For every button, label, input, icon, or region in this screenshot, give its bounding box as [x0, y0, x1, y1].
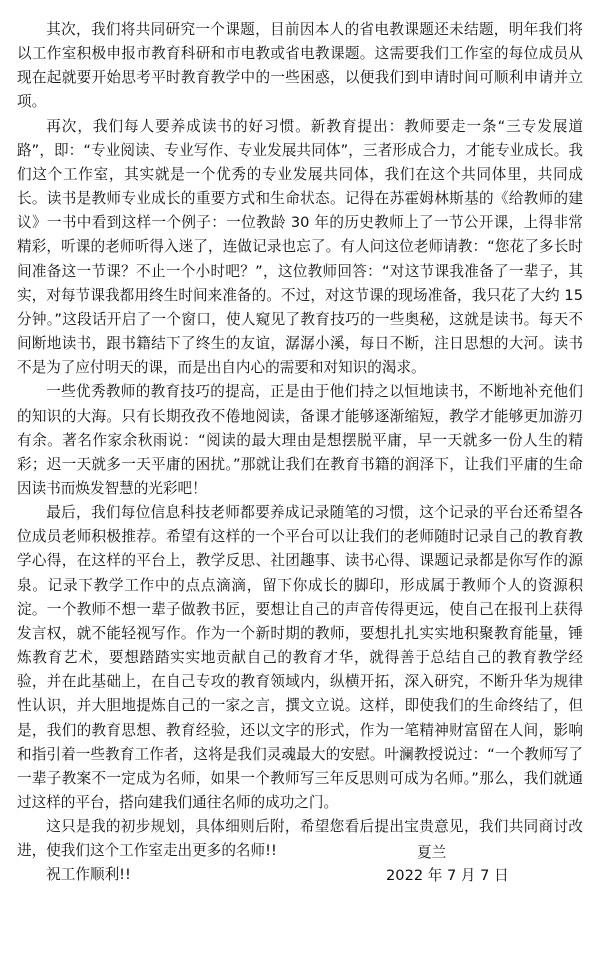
paragraph-plan-summary: 这只是我的初步规划，具体细则后附，希望您看后提出宝贵意见，我们共同商讨改进，使我们这个工作室走出更多的名师!! [17, 818, 583, 860]
signature-name: 夏兰 [417, 844, 447, 861]
letter-body [17, 18, 583, 888]
paragraph-teacher-skill: 一些优秀教师的教育技巧的提高，正是由于他们持之以恒地读书，不断地补充他们的知识的大海。只有长期孜孜不倦地阅读，备课才能够逐渐缩短，教学才能够更加游刃有余。著名作家余秋雨说：“阅读的最大理由是想摆脱平庸，早一天就多一份人生的精彩；迟一天就多一天平庸的困扰。”那就让我们在教育书籍的润泽下，让我们平庸的生命因读书而焕发智慧的光彩吧！ [17, 383, 583, 497]
paragraph-writing-habit: 最后，我们每位信息科技老师都要养成记录随笔的习惯，这个记录的平台还希望各位成员老师积极推荐。希望有这样的一个平台可以让我们的老师随时记录自己的教育教学心得，在这样的平台上，教学反思、社团趣事、读书心得、课题记录都是你写作的源泉。记录下教学工作中的点点滴滴，留下你成长的脚印，形成属于教师个人的资源积淀。一个教师不想一辈子做教书匠，要想让自己的声音传得更远，使自己在报刊上获得发言权，就不能轻视写作。作为一个新时期的教师，要想扎扎实实地积聚教育能量，锤炼教育艺术，要想踏踏实实地贡献自己的教育才华，就得善于总结自己的教育教学经验，并在此基础上，在自己专攻的教育领域内，纵横开拓，深入研究，不断升华为规律性认识，并大胆地提炼自己的一家之言，撰文立说。这样，即使我们的生命终结了，但是，我们的教育思想、教育经验，还以文字的形式，作为一笔精神财富留在人间，影响和指引着一些教育工作者，这将是我们灵魂最大的安慰。叶澜教授说过：“一个教师写了一辈子教案不一定成为名师，如果一个教师写三年反思则可成为名师。”那么，我们就通过这样的平台，搭向建我们通往名师的成功之门。 [17, 504, 583, 811]
paragraph-research-topic: 其次，我们将共同研究一个课题，目前因本人的省电教课题还未结题，明年我们将以工作室积极申报市教育科研和市电教或省电教课题。这需要我们工作室的每位成员从现在起就要开始思考平时教育教学中的一些困惑，以便我们到申请时间可顺利申请并立项。 [17, 21, 583, 111]
paragraph-reading-habit: 再次，我们每人要养成读书的好习惯。新教育提出：教师要走一条“三专发展道路”，即：“专业阅读、专业写作、专业发展共同体”，三者形成合力，才能专业成长。我们这个工作室，其实就是一个优秀的专业发展共同体，我们在这个共同体里，共同成长。读书是教师专业成长的重要方式和生命状态。记得在苏霍姆林斯基的《给教师的建议》一书中看到这样一个例子：一位教龄 30 年的历史教师上了一节公开课，上得非常精彩，听课的老师听得入迷了，连做记录也忘了。有人问这位老师请教：“您花了多长时间准备这一节课？不止一个小时吧？”，这位教师回答：“对这节课我准备了一辈子，其实，对每节课我都用终生时间来准备的。不过，对这节课的现场准备，我只花了大约 15 分钟。”这段话开启了一个窗口，使人窥见了教育技巧的一些奥秘，这就是读书。每天不间断地读书，跟书籍结下了终生的友谊，潺潺小溪，每日不断，注日思想的大河。读书不是为了应付明天的课，而是出自内心的需要和对知识的渴求。 [17, 117, 583, 377]
closing-wish: 祝工作顺利!! [46, 866, 131, 884]
signature-date: 2022 年 7 月 7 日 [386, 867, 509, 884]
